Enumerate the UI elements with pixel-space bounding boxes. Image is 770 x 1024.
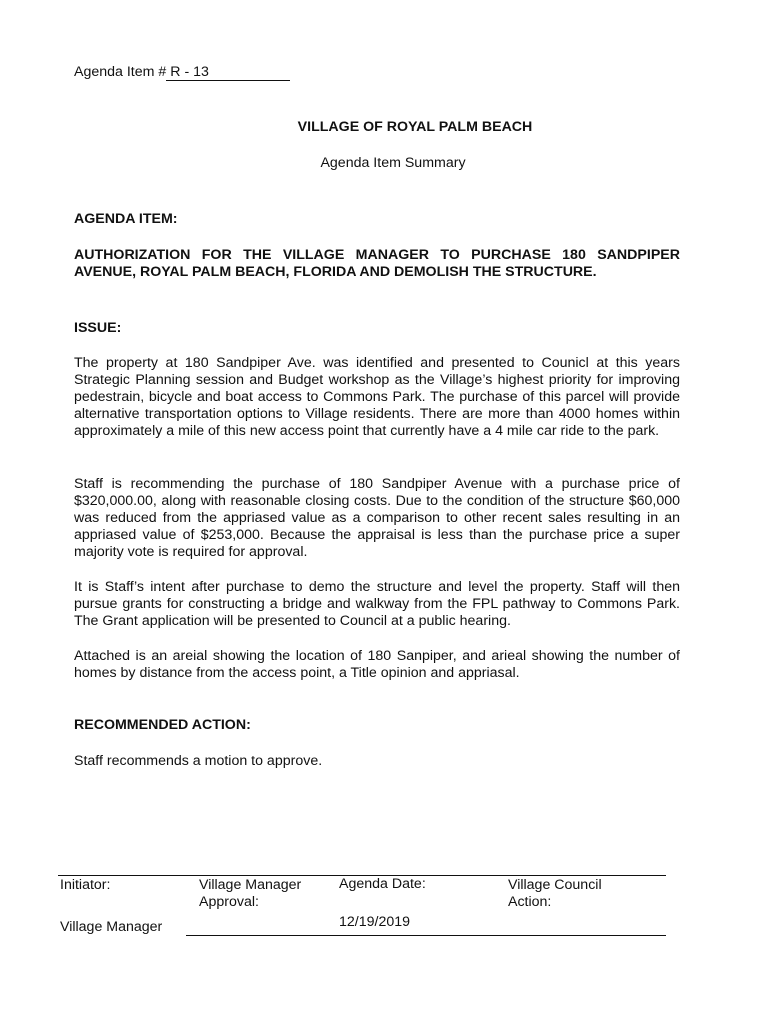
recommended-action-text: Staff recommends a motion to approve. bbox=[74, 753, 323, 769]
issue-paragraph: Attached is an areial showing the location of 180 Sanpiper, and arieal showing the number of homes by distance from the access point, a Title opinion and appriasal. bbox=[74, 648, 680, 681]
issue-paragraph: It is Staff’s intent after purchase to demo the structure and level the property. Staff will then pursue grants for constructing a bridge and walkway from the FPL pathway to Commons Park. The Grant application will be presented to Council at a public hearing. bbox=[74, 579, 680, 629]
initiator-label: Initiator: bbox=[60, 877, 111, 893]
footer-bottom-rule bbox=[186, 935, 666, 936]
agenda-date-label: Agenda Date: bbox=[339, 876, 426, 892]
organization-title: VILLAGE OF ROYAL PALM BEACH bbox=[297, 119, 533, 135]
village-manager-approval-label: Village Manager Approval: bbox=[199, 877, 302, 910]
issue-paragraph: Staff is recommending the purchase of 180 Sandpiper Avenue with a purchase price of $320,000.00, along with reasonable closing costs. Due to the condition of the structure $60,000 was reduced from the appriased value as a comparison to other recent sales resulting in an appriased value of $253,000. Because the appraisal is less than the purchase price a super majority vote is required for approval. bbox=[74, 476, 680, 560]
agenda-item-label: Agenda Item # bbox=[74, 64, 167, 80]
council-action-label: Village Council Action: bbox=[508, 877, 602, 910]
agenda-item-heading: AGENDA ITEM: bbox=[74, 211, 178, 227]
agenda-item-subject: AUTHORIZATION FOR THE VILLAGE MANAGER TO PURCHASE 180 SANDPIPER AVENUE, ROYAL PALM BEACH, FLORIDA AND DEMOLISH THE STRUCTURE. bbox=[74, 247, 680, 280]
agenda-date-value: 12/19/2019 bbox=[339, 914, 411, 930]
document-type-title: Agenda Item Summary bbox=[320, 155, 466, 171]
recommended-action-heading: RECOMMENDED ACTION: bbox=[74, 717, 251, 733]
agenda-item-number-line bbox=[74, 64, 290, 81]
agenda-item-number: R - 13 bbox=[166, 65, 290, 81]
initiator-value: Village Manager bbox=[60, 919, 163, 935]
issue-heading: ISSUE: bbox=[74, 320, 122, 336]
issue-paragraph: The property at 180 Sandpiper Ave. was identified and presented to Counicl at this years Strategic Planning session and Budget workshop as the Village’s highest priority for improving pedestrain, bicycle and boat access to Commons Park. The purchase of this parcel will provide alternative transportation options to Village residents. There are more than 4000 homes within approximately a mile of this new access point that currently have a 4 mile car ride to the park. bbox=[74, 355, 680, 439]
